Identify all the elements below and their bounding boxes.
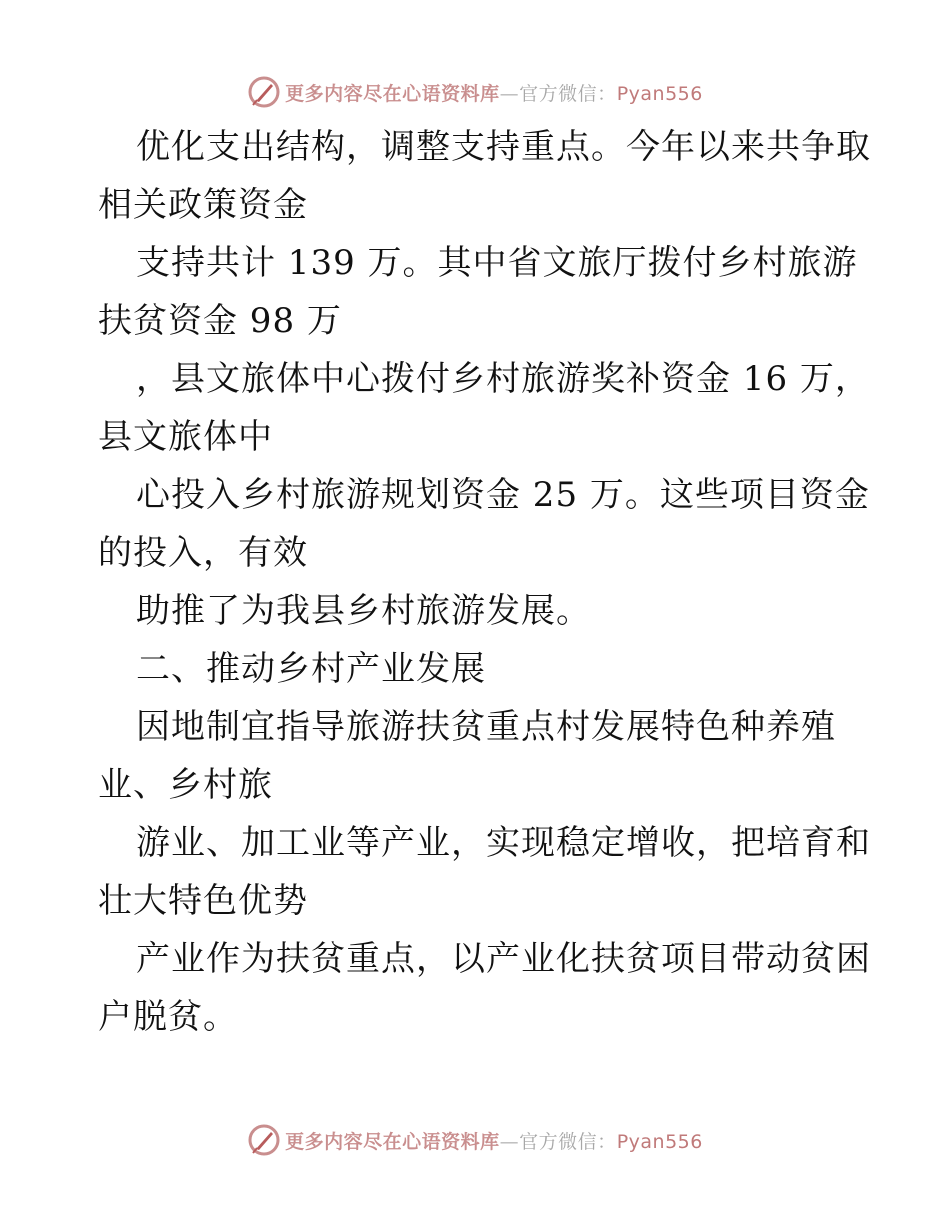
text-line: ，县文旅体中心拨付乡村旅游奖补资金 16 万，: [136, 359, 870, 399]
text-line: 优化支出结构，调整支持重点。今年以来共争取: [136, 127, 871, 167]
footer-watermark: [0, 1120, 950, 1160]
watermark-text: [285, 79, 703, 106]
watermark-label: 官方微信：: [519, 1130, 617, 1153]
text-line: 户脱贫。: [98, 997, 238, 1037]
watermark-account: Pyan556: [616, 1130, 703, 1153]
watermark-label: 官方微信：: [519, 82, 617, 105]
text-line: 扶贫资金 98 万: [98, 301, 342, 341]
text-line: 的投入，有效: [98, 533, 308, 573]
text-line: 助推了为我县乡村旅游发展。: [136, 591, 591, 631]
section-heading: 二、推动乡村产业发展: [136, 649, 486, 689]
text-line: 壮大特色优势: [98, 881, 308, 921]
watermark-separator: —: [499, 82, 520, 105]
feather-pen-circle-icon: [247, 75, 281, 109]
text-line: 县文旅体中: [98, 417, 273, 457]
text-line: 相关政策资金: [98, 185, 308, 225]
text-line: 业、乡村旅: [98, 765, 273, 805]
document-body: [98, 118, 871, 1046]
watermark-site: 更多内容尽在心语资料库: [285, 82, 500, 105]
watermark-site: 更多内容尽在心语资料库: [285, 1130, 500, 1153]
header-watermark: [0, 72, 950, 112]
text-line: 支持共计 139 万。其中省文旅厅拨付乡村旅游: [136, 243, 858, 283]
text-line: 游业、加工业等产业，实现稳定增收，把培育和: [136, 823, 871, 863]
watermark-account: Pyan556: [616, 82, 703, 105]
text-line: 产业作为扶贫重点，以产业化扶贫项目带动贫困: [136, 939, 871, 979]
watermark-separator: —: [499, 1130, 520, 1153]
watermark-text: [285, 1127, 703, 1154]
text-line: 心投入乡村旅游规划资金 25 万。这些项目资金: [136, 475, 870, 515]
feather-pen-circle-icon: [247, 1123, 281, 1157]
text-line: 因地制宜指导旅游扶贫重点村发展特色种养殖: [136, 707, 836, 747]
